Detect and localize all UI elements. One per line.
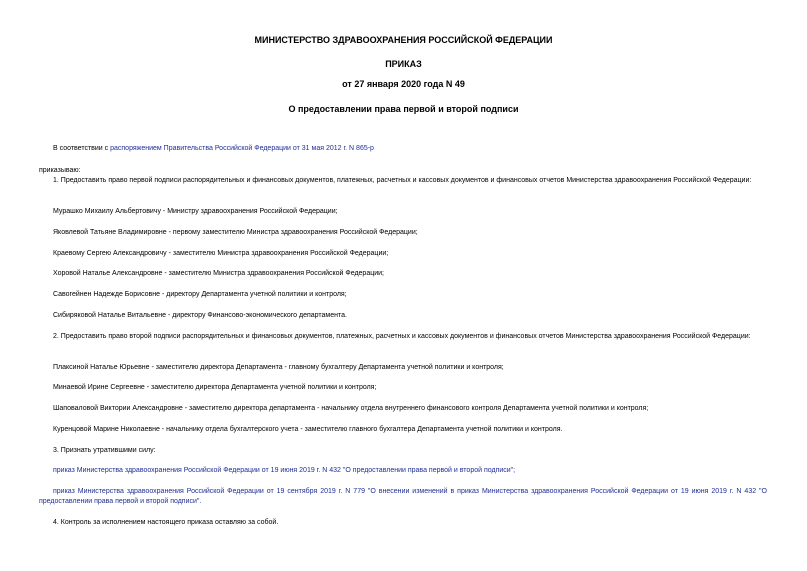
doc-type-heading: ПРИКАЗ — [385, 59, 422, 69]
repealed-order-link-2[interactable]: приказ Министерства здравоохранения Российской Федерации от 19 сентября 2019 г. N 779 "О внесении изменений в приказ Министерства здравоохранения Российской Федерации от 19 июня 2019 г. N 432 "О предоставлении права первой и второй подписи". — [39, 488, 767, 505]
section2-paragraph: 2. Предоставить право второй подписи распорядительных и финансовых документов, платежных, расчетных и кассовых документов и финансовых отчетов Министерства здравоохранения Российской Федерации: — [53, 333, 751, 340]
section1-item-4: Хоровой Наталье Александровне - заместителю Министра здравоохранения Российской Федерации; — [53, 270, 384, 277]
preamble-text: В соответствии с — [53, 145, 111, 152]
section1-item-2: Яковлевой Татьяне Владимировне - первому заместителю Министра здравоохранения Российской Федерации; — [53, 229, 418, 236]
date-number-heading: от 27 января 2020 года N 49 — [342, 79, 465, 89]
section2-item-1: Плаксиной Наталье Юрьевне - заместителю директора Департамента - главному бухгалтеру Департамента учетной политики и контроля; — [53, 364, 504, 371]
section2-item-2: Минаевой Ирине Сергеевне - заместителю директора Департамента учетной политики и контроля; — [53, 384, 377, 391]
order-word: приказываю: — [39, 167, 81, 174]
section2-item-3: Шаповаловой Виктории Александровне - заместителю директора департамента - начальнику отдела внутреннего финансового контроля Департамента учетной политики и контроля; — [53, 405, 649, 412]
section1-item-3: Краевому Сергею Александровичу - заместителю Министра здравоохранения Российской Федерации; — [53, 250, 389, 257]
document-title: О предоставлении права первой и второй подписи — [288, 104, 519, 114]
ministry-heading: МИНИСТЕРСТВО ЗДРАВООХРАНЕНИЯ РОССИЙСКОЙ ФЕДЕРАЦИИ — [254, 35, 553, 45]
section2-item-4: Куренцовой Марине Николаевне - начальнику отдела бухгалтерского учета - заместителю главного бухгалтера Департамента учетной политики и контроля. — [53, 426, 563, 433]
preamble-link[interactable]: распоряжением Правительства Российской Федерации от 31 мая 2012 г. N 865-р — [110, 145, 374, 152]
section1-item-1: Мурашко Михаилу Альбертовичу - Министру здравоохранения Российской Федерации; — [53, 208, 338, 215]
section1-item-5: Савогейнен Надежде Борисовне - директору Департамента учетной политики и контроля; — [53, 291, 347, 298]
section1-paragraph: 1. Предоставить право первой подписи распорядительных и финансовых документов, платежных, расчетных и кассовых документов и финансовых отчетов Министерства здравоохранения Российской Федерации: — [53, 177, 752, 184]
section3-paragraph: 3. Признать утратившими силу: — [53, 447, 156, 454]
section1-item-6: Сибиряковой Наталье Витальевне - директору Финансово-экономического департамента. — [53, 312, 347, 319]
preamble-paragraph — [53, 144, 374, 154]
section4-paragraph: 4. Контроль за исполнением настоящего приказа оставляю за собой. — [53, 519, 279, 526]
repealed-order-link-1[interactable]: приказ Министерства здравоохранения Российской Федерации от 19 июня 2019 г. N 432 "О предоставлении права первой и второй подписи"; — [53, 467, 516, 474]
